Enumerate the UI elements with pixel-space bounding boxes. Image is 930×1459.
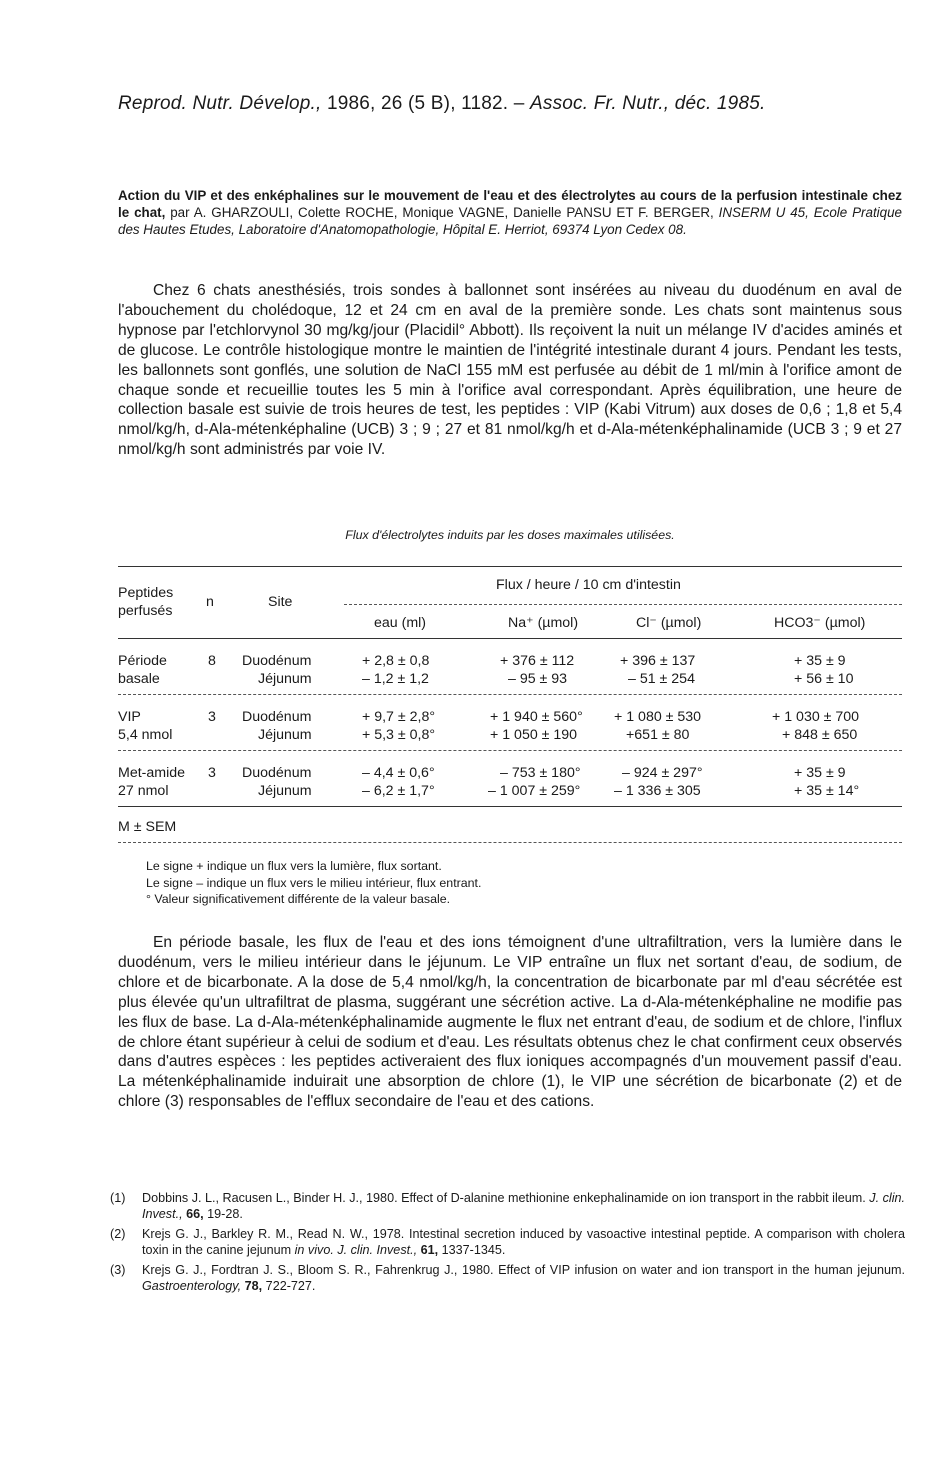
society-note: Assoc. Fr. Nutr., déc. 1985. [530, 93, 766, 114]
reference-title: Effect of VIP infusion on water and ion transport in the human jejunum. [493, 1263, 905, 1277]
reference-number: (2) [110, 1227, 126, 1241]
header-bottom-rule [118, 638, 902, 639]
article-affiliation: INSERM U 45, Ecole Pratique des Hautes Etudes, Laboratoire d'Anatomopathologie, Hôpital E. Herriot, 69374 Lyon Cedex 08. [118, 205, 902, 237]
reference-volume: 78, [241, 1279, 263, 1293]
note-plus: Le signe + indique un flux vers la lumière, flux sortant. [146, 859, 442, 873]
reference-item [110, 1262, 905, 1294]
row3-cl-1: – 924 ± 297° [622, 765, 703, 781]
reference-authors: Dobbins J. L., Racusen L., Binder H. J., 1980. [142, 1191, 398, 1205]
header-site: Site [268, 594, 293, 610]
header-eau: eau (ml) [374, 615, 427, 631]
row1-cl-2: – 51 ± 254 [628, 671, 695, 687]
row3-peptide-1: Met-amide [118, 765, 186, 781]
reference-journal: Gastroenterology, [142, 1279, 242, 1293]
row2-site-1: Duodénum [242, 709, 312, 725]
table-top-rule [118, 566, 902, 567]
reference-number: (3) [110, 1263, 126, 1277]
header-peptides-1: Peptides [118, 585, 174, 601]
row2-cl-2: +651 ± 80 [626, 727, 690, 743]
journal-name: Reprod. Nutr. Dévelop., [118, 93, 322, 114]
reference-volume: 66, [182, 1207, 204, 1221]
footer-rule [118, 842, 902, 843]
row2-na-1: + 1 940 ± 560° [490, 709, 583, 725]
discussion-paragraph: En période basale, les flux de l'eau et des ions témoignent d'une ultrafiltration, vers la lumière dans le duodénum, vers le milieu intérieur dans le jéjunum. Le VIP entraîne un flux net sortant d'eau, de sodium, de chlore et de bicarbonate. A la dose de 5,4 nmol/kg/h, la concentration de bicarbonate par ml d'eau sécrétée est plus élevée qu'un ultrafiltrat de plasma, suggérant une sécrétion active. La d-Ala-métenképhaline ne modifie pas les flux de base. La d-Ala-métenképhalinamide augmente le flux net entrant d'eau, de sodium et de chlore, l'influx de chlore étant supérieur à celui de sodium et d'eau. Les résultats obtenus chez le chat confirment ceux observés dans d'autres espèces : les peptides activeraient des flux ioniques accompagnés d'un mouvement passif d'eau. La métenképhalinamide induirait une absorption de chlore (1), le VIP une sécrétion de bicarbonate (2) et de chlore (3) responsables de l'efflux secondaire de l'eau et des cations. [118, 934, 902, 1111]
row1-na-1: + 376 ± 112 [500, 653, 575, 669]
reference-number: (1) [110, 1191, 126, 1205]
reference-pages: 722-727. [262, 1279, 316, 1293]
article-authors: par A. GHARZOULI, Colette ROCHE, Monique VAGNE, Danielle PANSU ET F. BERGER, [165, 205, 714, 220]
table-notes [146, 858, 886, 908]
reference-journal: J. clin. Invest., [142, 1191, 905, 1221]
table-footer: M ± SEM [118, 819, 177, 835]
header-subrule [344, 604, 902, 605]
row3-eau-1: – 4,4 ± 0,6° [362, 765, 435, 781]
row2-peptide-2: 5,4 nmol [118, 727, 173, 743]
reference-item [110, 1226, 905, 1258]
row2-cl-1: + 1 080 ± 530 [614, 709, 702, 725]
table-bottom-rule [118, 806, 902, 807]
row3-peptide-2: 27 nmol [118, 783, 169, 799]
reference-pages: 1337-1345. [438, 1243, 506, 1257]
row1-cl-1: + 396 ± 137 [620, 653, 696, 669]
row3-hco3-1: + 35 ± 9 [794, 765, 846, 781]
reference-authors: Krejs G. J., Barkley R. M., Read N. W., 1978. [142, 1227, 405, 1241]
row2-hco3-1: + 1 030 ± 700 [772, 709, 860, 725]
row2-site-2: Jéjunum [258, 727, 312, 743]
row1-eau-1: + 2,8 ± 0,8 [362, 653, 430, 669]
reference-title: Effect of D-alanine methionine enkephalinamide on ion transport in the rabbit ileum. [397, 1191, 870, 1205]
reference-authors: Krejs G. J., Fordtran J. S., Bloom S. R., Fahrenkrug J., 1980. [142, 1263, 494, 1277]
row2-n: 3 [208, 709, 216, 725]
row3-eau-2: – 6,2 ± 1,7° [362, 783, 435, 799]
row1-peptide-2: basale [118, 671, 160, 687]
header-peptides-2: perfusés [118, 603, 173, 619]
reference-item [110, 1190, 905, 1222]
row2-rule [118, 750, 902, 751]
article-header [118, 187, 902, 238]
table-caption: Flux d'électrolytes induits par les doses maximales utilisées. [345, 528, 675, 542]
row3-na-1: – 753 ± 180° [500, 765, 581, 781]
row3-site-1: Duodénum [242, 765, 312, 781]
row3-site-2: Jéjunum [258, 783, 312, 799]
reference-title: Intestinal secretion induced by vasoactive intestinal peptide. A comparison with cholera toxin in the canine jejunum [142, 1227, 905, 1257]
row3-na-2: – 1 007 ± 259° [488, 783, 581, 799]
row3-hco3-2: + 35 ± 14° [794, 783, 860, 799]
row3-cl-2: – 1 336 ± 305 [614, 783, 701, 799]
header-hco3: HCO3⁻ (µmol) [774, 615, 866, 631]
header-n: n [206, 594, 214, 610]
row1-site-1: Duodénum [242, 653, 312, 669]
references [110, 1190, 905, 1298]
note-minus: Le signe – indique un flux vers le milieu intérieur, flux entrant. [146, 875, 482, 890]
reference-journal: in vivo. J. clin. Invest., [294, 1243, 418, 1257]
row1-peptide-1: Période [118, 653, 167, 669]
row1-hco3-1: + 35 ± 9 [794, 653, 846, 669]
article-title: Action du VIP et des enképhalines sur le mouvement de l'eau et des électrolytes au cours de la perfusion intestinale chez le chat, [118, 188, 902, 220]
header-cl: Cl⁻ (µmol) [636, 615, 702, 631]
reference-pages: 19-28. [203, 1207, 243, 1221]
header-flux-group: Flux / heure / 10 cm d'intestin [496, 577, 681, 593]
running-head [118, 93, 878, 115]
citation: 1986, 26 (5 B), 1182. – [321, 93, 531, 114]
header-na: Na⁺ (µmol) [508, 615, 579, 631]
row3-n: 3 [208, 765, 216, 781]
row1-n: 8 [208, 653, 216, 669]
row2-peptide-1: VIP [118, 709, 141, 725]
row1-eau-2: – 1,2 ± 1,2 [362, 671, 429, 687]
row2-na-2: + 1 050 ± 190 [490, 727, 578, 743]
methods-paragraph: Chez 6 chats anesthésiés, trois sondes à ballonnet sont insérées au niveau du duodénum en aval de l'abouchement du cholédoque, 12 et 24 cm en aval de la première sonde. Les chats sont maintenus sous hypnose par l'etchlorvynol 30 mg/kg/jour (Placidil° Abbott). Ils reçoivent la nuit un mélange IV d'acides aminés et de glucose. Le contrôle histologique montre le maintien de l'intégrité intestinale durant 4 jours. Pendant les tests, les ballonnets sont gonflés, une solution de NaCl 155 mM est perfusée au débit de 1 ml/min à l'orifice amont de chaque sonde et recueillie toutes les 5 min à l'orifice aval correspondant. Après équilibration, une heure de collection basale est suivie de trois heures de test, les peptides : VIP (Kabi Vitrum) aux doses de 0,6 ; 1,8 et 5,4 nmol/kg/h, d-Ala-métenképhaline (UCB) 3 ; 9 ; 27 et 81 nmol/kg/h et d-Ala-métenképhalinamide (UCB 3 ; 9 et 27 nmol/kg/h sont administrés par voie IV. [118, 282, 902, 459]
row1-rule [118, 694, 902, 695]
reference-volume: 61, [417, 1243, 439, 1257]
row1-site-2: Jéjunum [258, 671, 312, 687]
row2-eau-1: + 9,7 ± 2,8° [362, 709, 436, 725]
row2-hco3-2: + 848 ± 650 [782, 727, 858, 743]
row1-hco3-2: + 56 ± 10 [794, 671, 854, 687]
row1-na-2: – 95 ± 93 [508, 671, 568, 687]
note-significance: ° Valeur significativement différente de la valeur basale. [146, 892, 451, 906]
row2-eau-2: + 5,3 ± 0,8° [362, 727, 436, 743]
